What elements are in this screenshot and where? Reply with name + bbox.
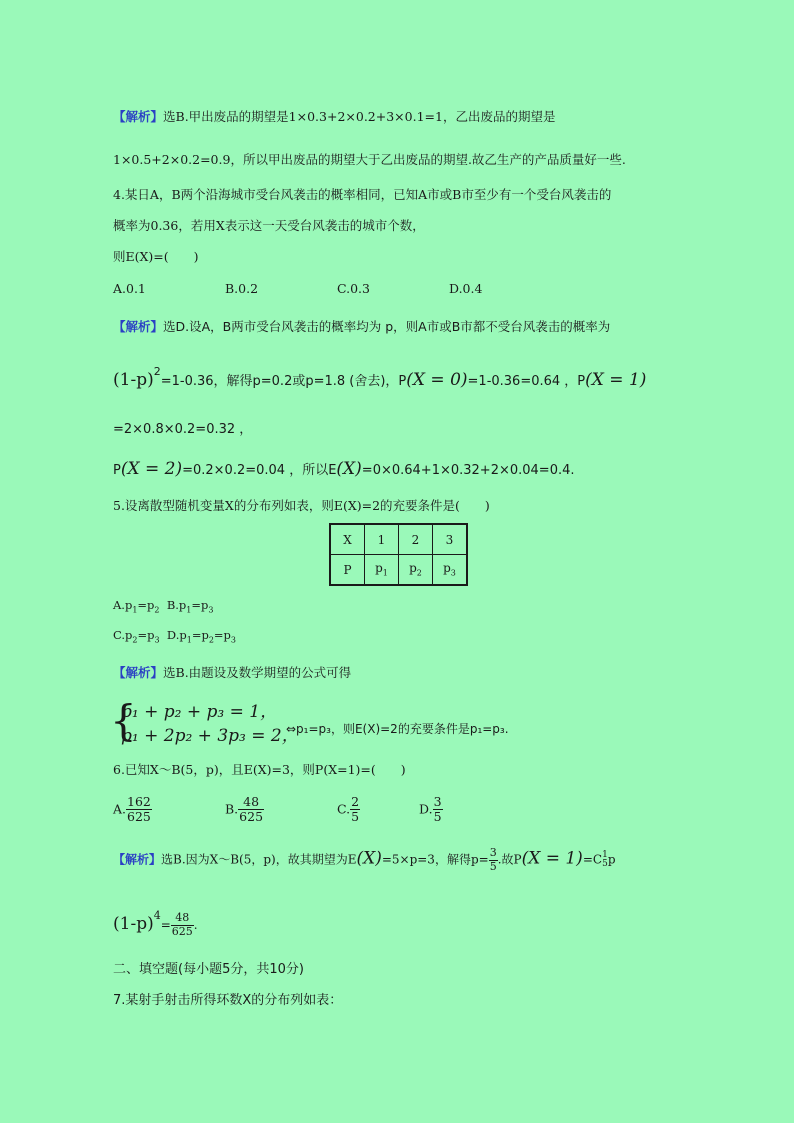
analysis-tag: 【解析】 — [113, 665, 164, 680]
distribution-table — [329, 523, 468, 586]
option-c: C. $\frac{2}{5}$ — [337, 794, 360, 825]
analysis-tag: 【解析】 — [113, 109, 164, 124]
option-b: B. $\frac{48}{625}$ — [225, 794, 264, 825]
equation-1: p₁ + p₂ + p₃ = 1， — [121, 702, 278, 722]
analysis-tag: 【解析】 — [113, 852, 162, 867]
option-b: B.0.2 — [225, 281, 259, 296]
option-a: A. $\frac{162}{625}$ — [113, 794, 151, 825]
analysis-5-line-1 — [113, 667, 351, 680]
analysis-text: 选B.甲出废品的期望是1×0.3+2×0.2+3×0.1=1，乙出废品的期望是 — [163, 109, 556, 124]
question-4-line-3: 则E(X)=( ) — [113, 249, 199, 264]
brace-symbol: { — [110, 696, 137, 745]
table-cell: X — [330, 524, 365, 555]
table-cell: 1 — [365, 524, 399, 555]
analysis-4-line-3: =2×0.8×0.2=0.32 ， — [113, 422, 253, 437]
option-d: D.0.4 — [449, 281, 483, 296]
analysis-6-line-1: 【解析】选B.因为X～B(5，p)，故其期望为E(X)=5×p=3，解得p= $\frac{3}{5}$ .故P(X = 1)=C 1 5 p — [113, 846, 616, 873]
option-d: $D.p_1=p_2=p_3$ — [166, 628, 237, 645]
analysis-3-line-2: 1×0.5+2×0.2=0.9，所以甲出废品的期望大于乙出废品的期望.故乙生产的产品质量好一些. — [113, 152, 626, 167]
table-row — [330, 555, 467, 586]
table-cell: $p_2$ — [399, 555, 433, 586]
option-d: D. $\frac{3}{5}$ — [419, 794, 442, 825]
analysis-3-line-1 — [113, 111, 555, 124]
question-5-options-cd — [113, 630, 236, 644]
question-4-line-1: 4.某日A，B两个沿海城市受台风袭击的概率相同，已知A市或B市至少有一个受台风袭击的 — [113, 187, 612, 202]
analysis-6-line-2: $(1-p)^4=$ $\frac{48}{625}$ . — [113, 909, 198, 938]
question-5-options-ab — [113, 600, 213, 614]
table-cell: 3 — [433, 524, 468, 555]
question-6-line-1: 6.已知X～B(5，p)，且E(X)=3，则P(X=1)=( ) — [113, 762, 406, 777]
table-cell: P — [330, 555, 365, 586]
question-5-line-1: 5.设离散型随机变量X的分布列如表，则E(X)=2的充要条件是( ) — [113, 498, 490, 513]
option-c: C.0.3 — [337, 281, 370, 296]
table-row — [330, 524, 467, 555]
section-title: 二、填空题(每小题5分，共10分) — [113, 962, 304, 977]
analysis-5-tail: ⇔p₁=p₃，则E(X)=2的充要条件是p₁=p₃. — [286, 722, 509, 736]
analysis-4-line-2: $(1-p)^2=1-0.36$，解得p=0.2或p=1.8 (舍去)，P(X = 0)=1-0.36=0.64 ，P(X = 1) — [113, 365, 647, 390]
option-a: A.0.1 — [113, 281, 146, 296]
analysis-4-line-4: P(X = 2)=0.2×0.2=0.04 ，所以E(X)=0×0.64+1×0.32+2×0.04=0.4. — [113, 459, 575, 479]
analysis-text: 选B.由题设及数学期望的公式可得 — [163, 665, 352, 680]
table-cell: 2 — [399, 524, 433, 555]
question-6-options — [113, 792, 513, 828]
analysis-text: 选D.设A，B两市受台风袭击的概率均为 p，则A市或B市都不受台风袭击的概率为 — [163, 319, 611, 334]
option-c: $C.p_2=p_3$ — [113, 628, 160, 645]
equation-2: p₁ + 2p₂ + 3p₃ = 2， — [121, 726, 299, 746]
option-b: $B.p_1=p_3$ — [166, 598, 214, 615]
analysis-tag: 【解析】 — [113, 319, 164, 334]
option-a: $A.p_1=p_2$ — [113, 598, 160, 615]
analysis-4-line-1 — [113, 321, 610, 334]
question-4-line-2: 概率为0.36，若用X表示这一天受台风袭击的城市个数， — [113, 218, 425, 233]
question-7-line-1: 7.某射手射击所得环数X的分布列如表： — [113, 993, 343, 1008]
table-cell: $p_1$ — [365, 555, 399, 586]
table-cell: $p_3$ — [433, 555, 468, 586]
question-4-options — [113, 283, 673, 297]
